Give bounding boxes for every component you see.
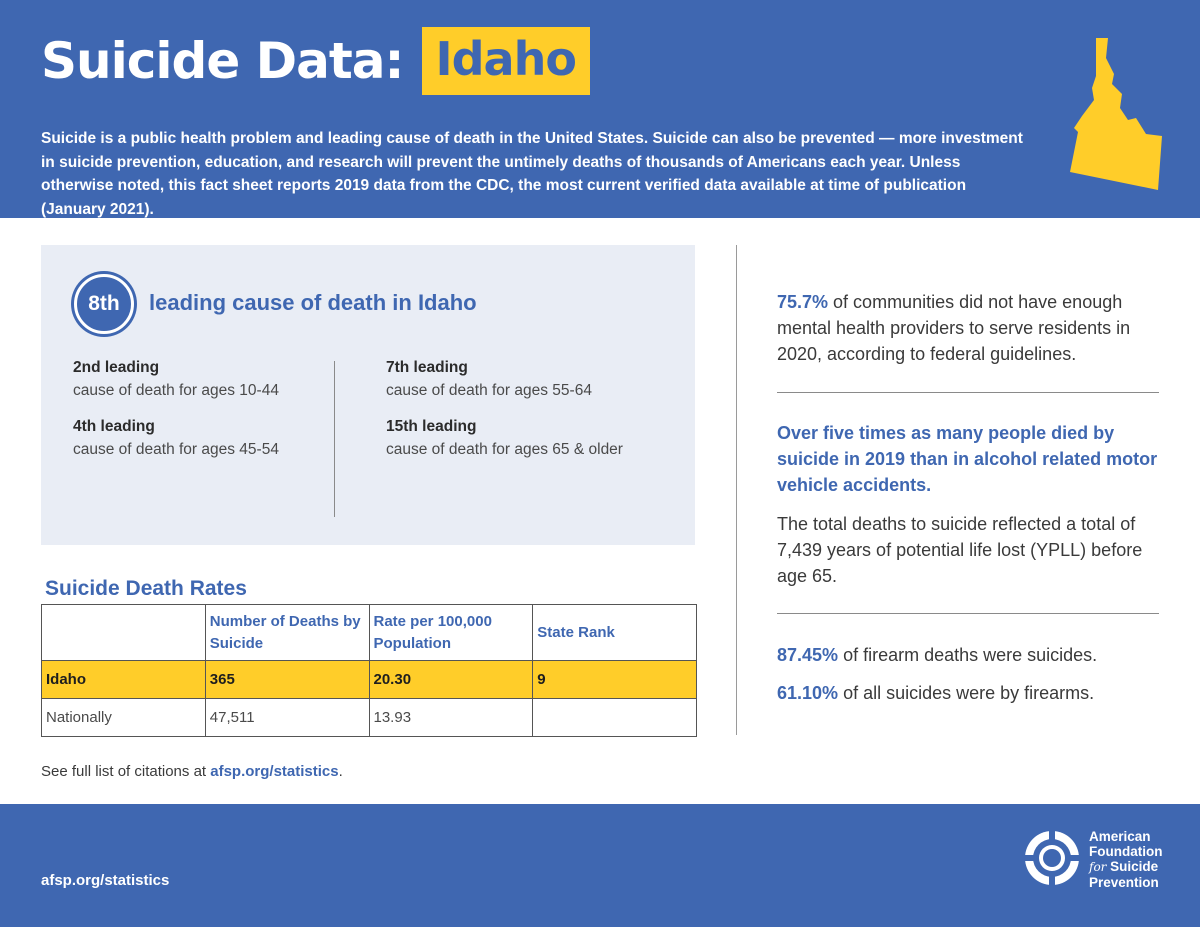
table-header-cell: Number of Deaths by Suicide — [205, 605, 369, 661]
table-cell: Nationally — [42, 699, 206, 737]
citations-note — [41, 763, 343, 780]
firearm-stat-text: of all suicides were by firearms. — [838, 683, 1095, 703]
logo-suicide: Suicide — [1110, 859, 1159, 874]
table-cell: 47,511 — [205, 699, 369, 737]
table-row-state — [42, 661, 697, 699]
idaho-map-icon — [1066, 36, 1164, 192]
table-cell: Idaho — [42, 661, 206, 699]
firearm-suicide-stat — [777, 642, 1159, 668]
life-ring-logo-icon — [1024, 830, 1080, 886]
comparison-stat: Over five times as many people died by suicide in 2019 than in alcohol related motor vehicle accidents. — [777, 423, 1158, 495]
age-rank-item — [73, 418, 279, 459]
logo-line: Prevention — [1089, 875, 1159, 890]
intro-paragraph: Suicide is a public health problem and leading cause of death in the United States. Suicide can also be prevented — more investment in suicide prevention, education, and research will prevent the untimely deaths of thousands of Americans each year. Unless otherwise noted, this fact sheet reports 2019 data from the CDC, the most current verified data available at time of publication (January 2021). — [41, 130, 1023, 218]
footer-banner — [0, 804, 1200, 927]
title-text: Suicide Data: — [41, 32, 404, 90]
rank-headline: leading cause of death in Idaho — [149, 290, 477, 315]
table-cell: 9 — [533, 661, 697, 699]
firearm-stat-value: 61.10% — [777, 683, 839, 703]
table-header-cell — [42, 605, 206, 661]
providers-stat — [777, 289, 1159, 367]
table-cell: 365 — [205, 661, 369, 699]
page-title — [41, 27, 590, 95]
age-rank-desc: cause of death for ages 45-54 — [73, 441, 279, 458]
age-rank-item — [386, 359, 592, 400]
providers-stat-value: 75.7% — [777, 292, 829, 312]
header-banner — [0, 0, 1200, 218]
firearm-stat-value: 87.45% — [777, 645, 839, 665]
firearm-stat-text: of firearm deaths were suicides. — [838, 645, 1098, 665]
leading-cause-panel — [41, 245, 695, 545]
age-rank-desc: cause of death for ages 55-64 — [386, 382, 592, 399]
state-name-badge: Idaho — [422, 27, 590, 95]
footer-url[interactable]: afsp.org/statistics — [41, 872, 170, 889]
stat-divider — [777, 392, 1159, 393]
rank-divider — [334, 361, 335, 517]
table-cell — [533, 699, 697, 737]
table-row-national — [42, 699, 697, 737]
table-cell: 20.30 — [369, 661, 533, 699]
age-rank-desc: cause of death for ages 65 & older — [386, 441, 623, 458]
logo-for: for — [1089, 860, 1107, 874]
rates-section-title: Suicide Death Rates — [45, 577, 247, 600]
citations-link[interactable]: afsp.org/statistics — [210, 763, 339, 780]
citations-suffix: . — [338, 763, 343, 780]
table-header-cell: Rate per 100,000 Population — [369, 605, 533, 661]
table-cell: 13.93 — [369, 699, 533, 737]
death-rates-table — [41, 604, 697, 737]
column-divider — [736, 245, 737, 735]
age-rank-label: 15th leading — [386, 418, 477, 435]
suicides-by-firearm-stat — [777, 680, 1159, 706]
ypll-stat: The total deaths to suicide reflected a total of 7,439 years of potential life lost (YPLL) before age 65. — [777, 514, 1143, 586]
table-header-row — [42, 605, 697, 661]
citations-prefix: See full list of citations at — [41, 763, 211, 780]
table-header-cell: State Rank — [533, 605, 697, 661]
logo-line: American — [1089, 829, 1151, 844]
afsp-logo-text — [1089, 829, 1162, 890]
age-rank-desc: cause of death for ages 10-44 — [73, 382, 279, 399]
age-rank-label: 4th leading — [73, 418, 155, 435]
age-rank-label: 2nd leading — [73, 359, 160, 376]
providers-stat-text: of communities did not have enough mental health providers to serve residents in 2020, according to federal guidelines. — [777, 292, 1131, 364]
age-rank-item — [73, 359, 279, 400]
age-rank-label: 7th leading — [386, 359, 468, 376]
stat-divider — [777, 613, 1159, 614]
logo-line — [1089, 859, 1162, 875]
logo-line: Foundation — [1089, 844, 1163, 859]
rank-circle: 8th — [74, 274, 134, 334]
age-rank-item — [386, 418, 623, 459]
